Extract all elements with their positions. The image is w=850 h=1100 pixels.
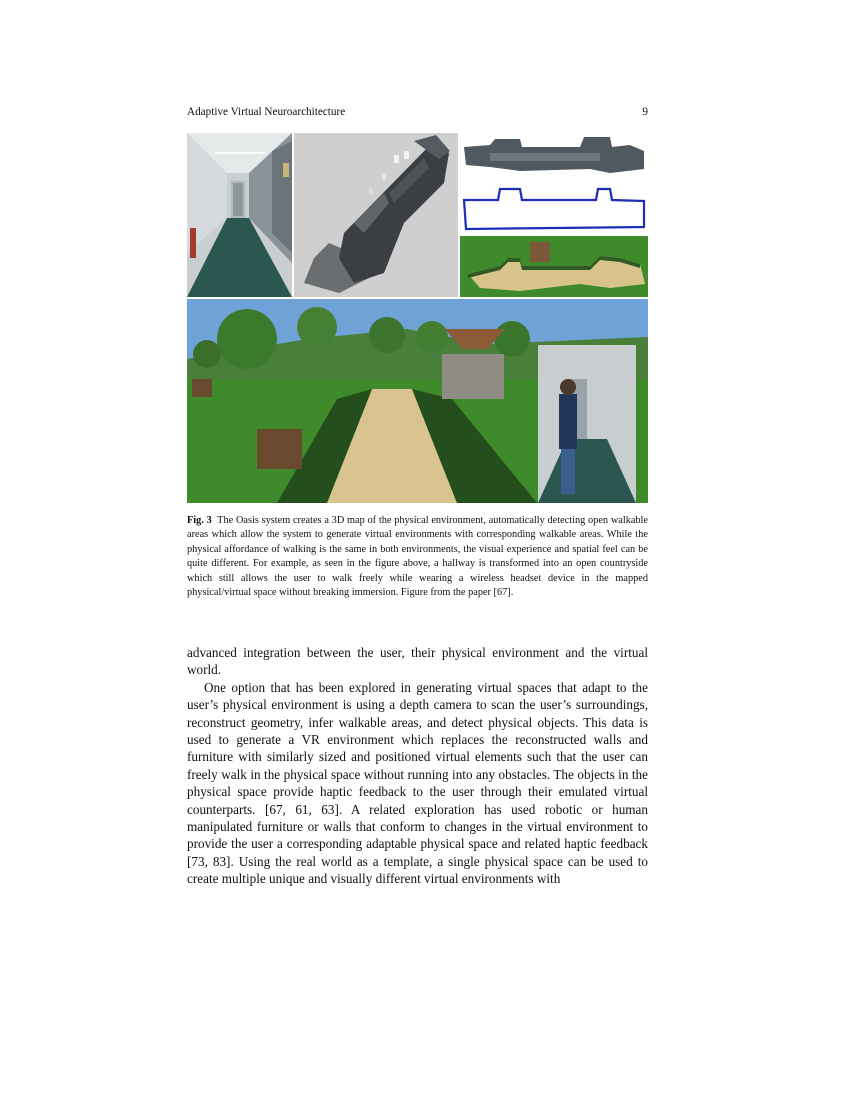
depth-scan-reconstruction <box>294 133 458 297</box>
figure-3 <box>187 133 648 503</box>
virtual-countryside-render <box>187 299 648 503</box>
walkable-area-outline <box>460 183 648 234</box>
figure-caption <box>187 514 648 600</box>
running-header <box>187 106 648 118</box>
hallway-photo <box>187 133 292 297</box>
generated-virtual-map <box>460 236 648 297</box>
body-paragraph-1: advanced integration between the user, their physical environment and the virtual world. <box>187 645 648 678</box>
body-paragraph-2: One option that has been explored in generating virtual spaces that adapt to the user’s physical environment is using a depth camera to scan the user’s surroundings, reconstruct geometry, infer walkable areas, and detect physical objects. This data is used to generate a VR environment which replaces the reconstructed walls and furniture with similarly sized and positioned virtual elements such that the user can freely walk in the physical space without running into any obstacles. The objects in the physical space provide haptic feedback to the user through their emulated virtual counterparts. [67, 61, 63]. A related exploration has used robotic or human manipulated furniture or walls that conform to changes in the virtual environment to provide the user a corresponding adaptable physical space and related haptic feedback [73, 83]. Using the real world as a template, a single physical space can be used to create multiple unique and visually different virtual environments with <box>187 679 648 887</box>
figure-caption-text: The Oasis system creates a 3D map of the physical environment, automatically detecting open walkable areas which allow the system to generate virtual environments with corresponding walkable areas. While the physical affordance of walking is the same in both environments, the visual experience and spatial feel can be quite different. For example, as seen in the figure above, a hallway is transformed into an open countryside which still allows the user to walk freely while wearing a wireless headset device in the mapped physical/virtual space without breaking immersion. Figure from the paper [67]. <box>187 515 648 599</box>
figure-label: Fig. 3 <box>187 515 212 526</box>
top-down-scan <box>460 133 648 181</box>
body-text <box>187 644 648 888</box>
running-title: Adaptive Virtual Neuroarchitecture <box>187 106 346 118</box>
page-number: 9 <box>642 106 648 118</box>
